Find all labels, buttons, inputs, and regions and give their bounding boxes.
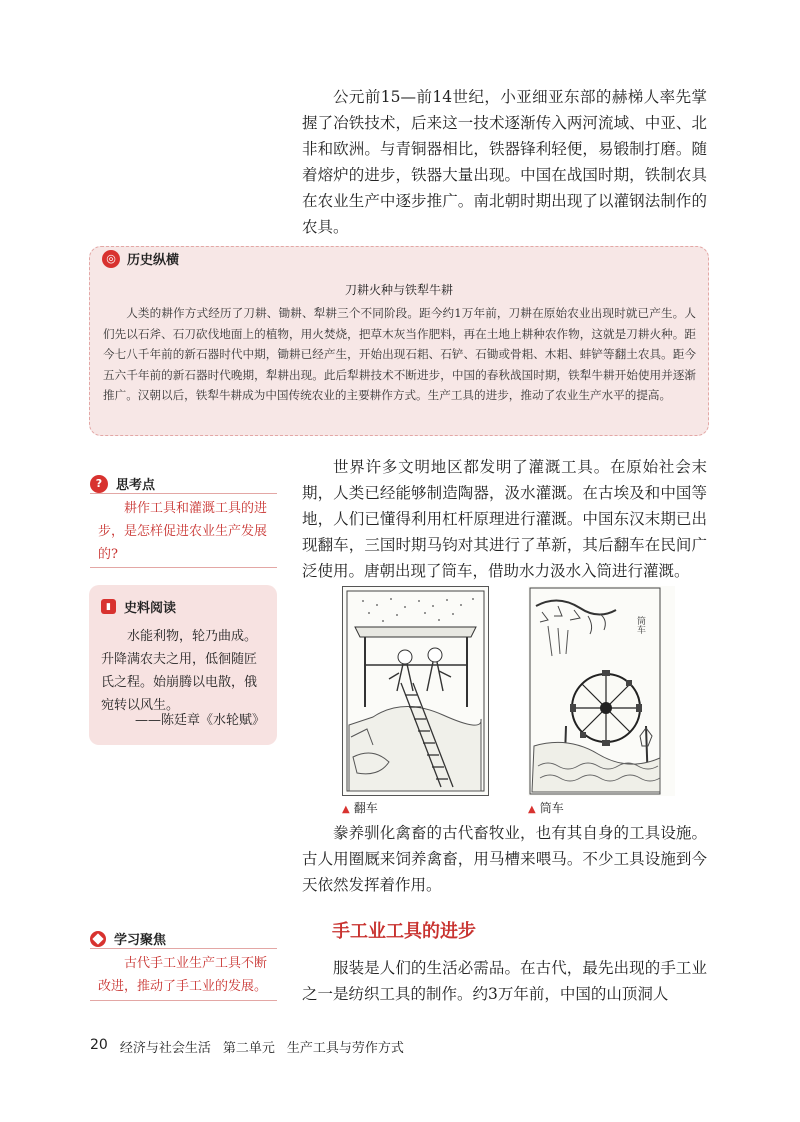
question-icon: ?	[90, 475, 108, 493]
think-label: 思考点	[116, 478, 156, 493]
tongche-illustration	[528, 586, 675, 796]
history-box-label: 历史纵横	[127, 253, 180, 268]
source-header	[101, 597, 176, 616]
history-box	[89, 246, 709, 436]
focus-rule-bottom	[90, 1000, 277, 1001]
history-spiral-icon: ◎	[102, 250, 120, 268]
handicraft-paragraph: 服装是人们的生活必需品。在古代，最先出现的手工业之一是纺织工具的制作。约3万年前，中国的山顶洞人	[302, 959, 707, 1003]
unit-title: 生产工具与劳作方式	[286, 1041, 404, 1056]
focus-header	[90, 929, 166, 948]
think-rule-bottom	[90, 567, 277, 568]
focus-target-icon	[90, 931, 106, 947]
focus-text: 古代手工业生产工具不断改进，推动了手工业的发展。	[98, 956, 268, 994]
book-title: 经济与社会生活	[119, 1041, 211, 1056]
source-attribution: ——陈廷章《水轮赋》	[134, 713, 265, 728]
triangle-marker-icon: ▲	[528, 804, 536, 815]
source-reading-box	[89, 585, 277, 745]
section-title: 手工业工具的进步	[332, 921, 476, 942]
livestock-paragraph: 豢养驯化禽畜的古代畜牧业，也有其自身的工具设施。古人用圈厩来饲养禽畜，用马槽来喂马。不少工具设施到今天依然发挥着作用。	[302, 824, 707, 894]
history-box-text: 人类的耕作方式经历了刀耕、锄耕、犁耕三个不同阶段。距今约1万年前，刀耕在原始农业出现时就已产生。人们先以石斧、石刀砍伐地面上的植物，用火焚烧，把草木灰当作肥料，再在土地上耕种农作物，这就是刀耕火种。距今七八千年前的新石器时代中期，锄耕已经产生，开始出现石耜、石铲、石锄或骨耜、木耜、蚌铲等翻土农具。距今五六千年前的新石器时代晚期，犁耕出现。此后犁耕技术不断进步，中国的春秋战国时期，铁犁牛耕开始使用并逐渐推广。汉朝以后，铁犁牛耕成为中国传统农业的主要耕作方式。生产工具的进步，推动了农业生产水平的提高。	[103, 306, 696, 402]
history-box-header	[102, 249, 179, 268]
history-box-title: 刀耕火种与铁犁牛耕	[344, 283, 453, 297]
tongche-caption-text: 筒车	[539, 801, 564, 815]
tongche-caption	[528, 799, 564, 816]
source-poem: 水能利物，轮乃曲成。升降满农夫之用，低徊随匠氏之程。始崩腾以电散，俄宛转以风生。	[101, 629, 258, 713]
page-number: 20	[90, 1037, 108, 1053]
fanche-caption	[342, 799, 378, 816]
think-rule-top	[90, 493, 277, 494]
tongche-inscription: 筒车	[635, 616, 645, 634]
page-footer	[90, 1037, 404, 1056]
triangle-marker-icon: ▲	[342, 804, 350, 815]
think-text: 耕作工具和灌溉工具的进步，是怎样促进农业生产发展的?	[98, 501, 268, 562]
fanche-caption-text: 翻车	[353, 801, 378, 815]
book-icon: ▮	[101, 599, 116, 614]
focus-rule-top	[90, 948, 277, 949]
source-label: 史料阅读	[124, 601, 177, 616]
unit-number: 第二单元	[222, 1041, 275, 1056]
irrigation-paragraph: 世界许多文明地区都发明了灌溉工具。在原始社会末期，人类已经能够制造陶器，汲水灌溉。在古埃及和中国等地，人们已懂得利用杠杆原理进行灌溉。中国东汉末期已出现翻车，三国时期马钧对其进行了革新，其后翻车在民间广泛使用。唐朝出现了筒车，借助水力汲水入筒进行灌溉。	[302, 458, 707, 580]
focus-label: 学习聚焦	[114, 933, 167, 948]
think-header	[90, 474, 155, 493]
intro-paragraph: 公元前15—前14世纪，小亚细亚东部的赫梯人率先掌握了冶铁技术，后来这一技术逐渐传入两河流域、中亚、北非和欧洲。与青铜器相比，铁器锋利轻便，易锻制打磨。随着熔炉的进步，铁器大量出现。中国在战国时期，铁制农具在农业生产中逐步推广。南北朝时期出现了以灌钢法制作的农具。	[302, 88, 707, 236]
fanche-illustration	[342, 586, 489, 796]
